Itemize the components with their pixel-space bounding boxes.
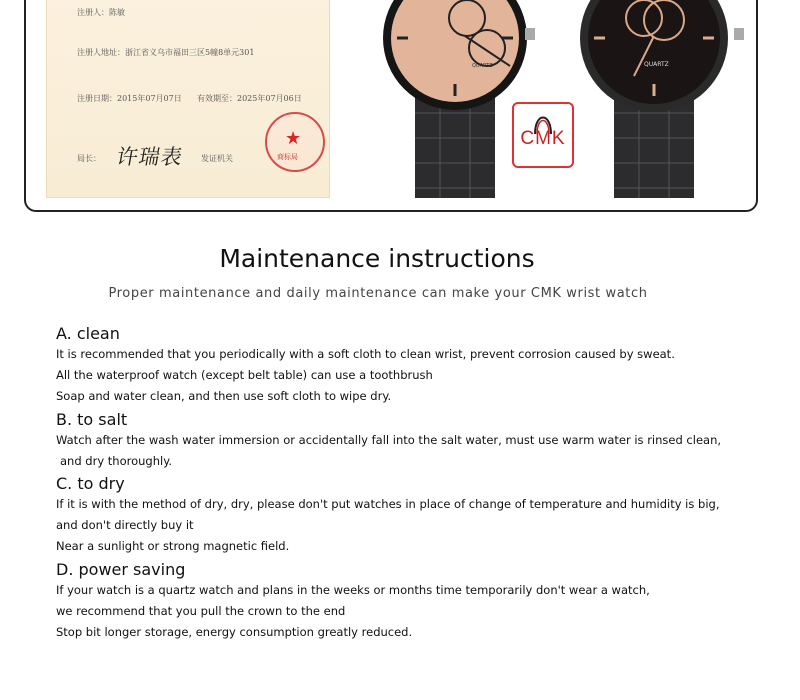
section-clean xyxy=(56,324,776,408)
issuer-label: 发证机关 xyxy=(201,154,233,163)
cert-line: 注册人地址：浙江省义乌市福田三区5幢8单元301 xyxy=(77,48,255,57)
section-line: and dry thoroughly. xyxy=(60,453,173,468)
section-line: All the waterproof watch (except belt table) can use a toothbrush xyxy=(56,368,433,383)
star-icon: ★ xyxy=(285,128,302,149)
section-title: B. to salt xyxy=(56,409,128,429)
cert-line: 注册日期：2015年07月07日 xyxy=(77,94,182,103)
trademark-certificate xyxy=(46,0,330,198)
section-line: Watch after the wash water immersion or accidentally fall into the salt water, must use warm water is rinsed clean, xyxy=(56,432,722,447)
product-banner xyxy=(24,0,758,212)
signature-label: 局长： xyxy=(77,154,101,163)
section-power-saving xyxy=(56,560,776,644)
watch-brand-text: QUARTZ xyxy=(472,63,493,69)
section-title: C. to dry xyxy=(56,474,125,494)
cmk-logo-text: CMK xyxy=(520,128,566,149)
section-line: Stop bit longer storage, energy consumption greatly reduced. xyxy=(56,625,413,640)
section-line: It is recommended that you periodically with a soft cloth to clean wrist, prevent corrosion caused by sweat. xyxy=(56,347,675,361)
section-title: A. clean xyxy=(56,324,120,343)
section-line: If it is with the method of dry, dry, please don't put watches in place of change of temperature and humidity is big, xyxy=(56,497,720,512)
signature: 许瑞表 xyxy=(114,145,185,169)
section-line: If your watch is a quartz watch and plans in the weeks or months time temporarily don't wear a watch, xyxy=(56,582,650,597)
section-line: Soap and water clean, and then use soft cloth to wipe dry. xyxy=(56,389,392,404)
official-seal xyxy=(265,112,325,172)
cert-line: 有效期至：2025年07月06日 xyxy=(197,94,302,103)
page-subtitle: Proper maintenance and daily maintenance can make your CMK wrist watch xyxy=(108,286,648,301)
cert-line: 注册人：陈敏 xyxy=(77,8,125,17)
section-line: we recommend that you pull the crown to the end xyxy=(56,603,346,618)
section-dry xyxy=(56,474,776,558)
watch-image-dark xyxy=(554,0,754,198)
watch-image-light xyxy=(370,0,540,198)
maintenance-content xyxy=(56,322,776,643)
cmk-logo xyxy=(512,102,574,168)
section-line: Near a sunlight or strong magnetic field. xyxy=(56,539,290,554)
watch-brand-text: QUARTZ xyxy=(644,61,669,68)
section-salt xyxy=(56,410,776,472)
section-title: D. power saving xyxy=(56,559,186,579)
section-line: and don't directly buy it xyxy=(56,518,194,533)
page-title: Maintenance instructions xyxy=(219,244,535,273)
seal-text: 商标局 xyxy=(277,153,298,161)
